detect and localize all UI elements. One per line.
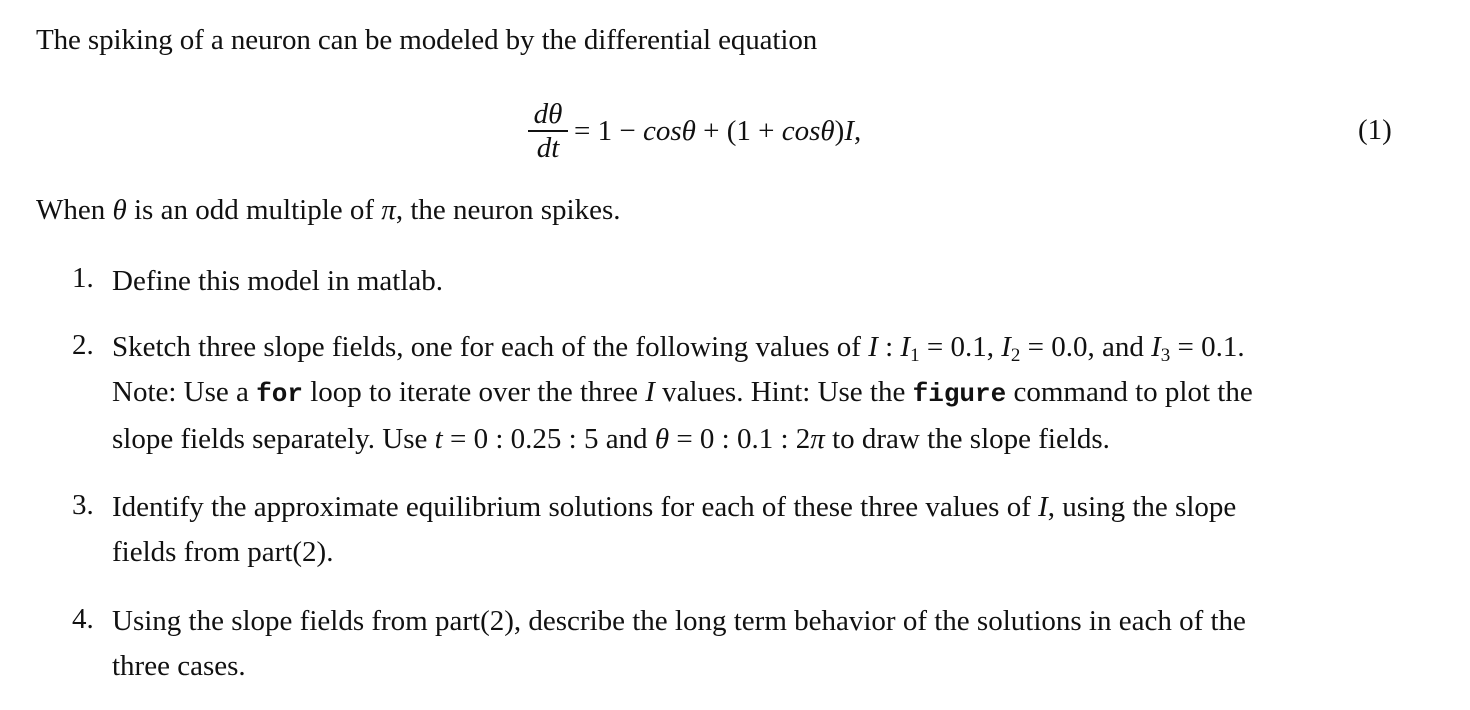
rhs-part: cosθ (642, 114, 696, 147)
var-I: I (645, 376, 655, 408)
theta-symbol: θ (654, 423, 670, 455)
item-line (112, 325, 1412, 370)
fraction-numerator: dθ (533, 98, 563, 130)
equation-rhs (574, 115, 861, 148)
text-run: slope fields separately. Use (112, 423, 435, 455)
var-I: I (1038, 491, 1048, 523)
list-item-body (112, 485, 1412, 575)
var-I: I (1151, 331, 1161, 363)
text-run: , the neuron spikes. (395, 194, 621, 226)
derivative-fraction (528, 98, 568, 164)
text-run: = 0.1. (1170, 331, 1245, 363)
text-run: to draw the slope fields. (824, 423, 1110, 455)
code-figure: figure (912, 379, 1007, 409)
text-run: Identify the approximate equilibrium solutions for each of these three values of (112, 491, 1039, 523)
item-line: fields from part(2). (112, 536, 334, 568)
list-number: 3. (72, 489, 94, 521)
rhs-part: I (844, 114, 854, 147)
list-number: 4. (72, 603, 94, 635)
rhs-part: , (854, 114, 862, 147)
text-run: When (36, 194, 113, 226)
list-number: 2. (72, 329, 94, 361)
rhs-part: + (1 + (695, 114, 782, 147)
item-line (112, 485, 1412, 530)
list-item-body (112, 262, 1412, 300)
pi-symbol: π (810, 423, 825, 455)
fraction-denominator: dt (536, 132, 560, 164)
text-run: Note: Use a (112, 376, 257, 408)
text-run: = 0.0, and (1020, 331, 1152, 363)
text-run: values. Hint: Use the (654, 376, 913, 408)
item-line (112, 370, 1412, 417)
var-I: I (900, 331, 911, 363)
item-line (112, 417, 1412, 462)
list-item-body (112, 599, 1412, 689)
text-run: is an odd multiple of (126, 194, 382, 226)
text-run: , using the slope (1047, 491, 1237, 523)
var-t: t (434, 423, 443, 455)
text-run: : (877, 331, 901, 363)
list-number: 1. (72, 262, 94, 294)
text-run: loop to iterate over the three (302, 376, 646, 408)
text-run: = 0 : 0.25 : 5 and (442, 423, 655, 455)
rhs-part: cosθ (781, 114, 835, 147)
var-I: I (868, 331, 878, 363)
rhs-part: = 1 − (574, 114, 643, 147)
rhs-part: ) (834, 114, 845, 147)
text-run: Sketch three slope fields, one for each of the following values of (112, 331, 869, 363)
text-run: = 0.1, (919, 331, 1002, 363)
item-line: Define this model in matlab. (112, 265, 444, 297)
differential-equation (528, 98, 861, 164)
var-I: I (1001, 331, 1011, 363)
subscript: 2 (1010, 345, 1021, 366)
subscript: 3 (1160, 345, 1171, 366)
spike-condition-text (36, 194, 621, 227)
item-line: three cases. (112, 650, 246, 682)
equation-number: (1) (1358, 114, 1392, 146)
intro-text: The spiking of a neuron can be modeled by the differential equation (36, 24, 818, 56)
text-run: command to plot the (1006, 376, 1253, 408)
text-run: = 0 : 0.1 : 2 (669, 423, 811, 455)
item-line: Using the slope fields from part(2), describe the long term behavior of the solutions in each of the (112, 605, 1246, 637)
pi-symbol: π (381, 194, 396, 226)
theta-symbol: θ (112, 194, 127, 226)
code-for: for (256, 379, 303, 409)
list-item-body (112, 325, 1412, 462)
subscript: 1 (910, 345, 920, 366)
